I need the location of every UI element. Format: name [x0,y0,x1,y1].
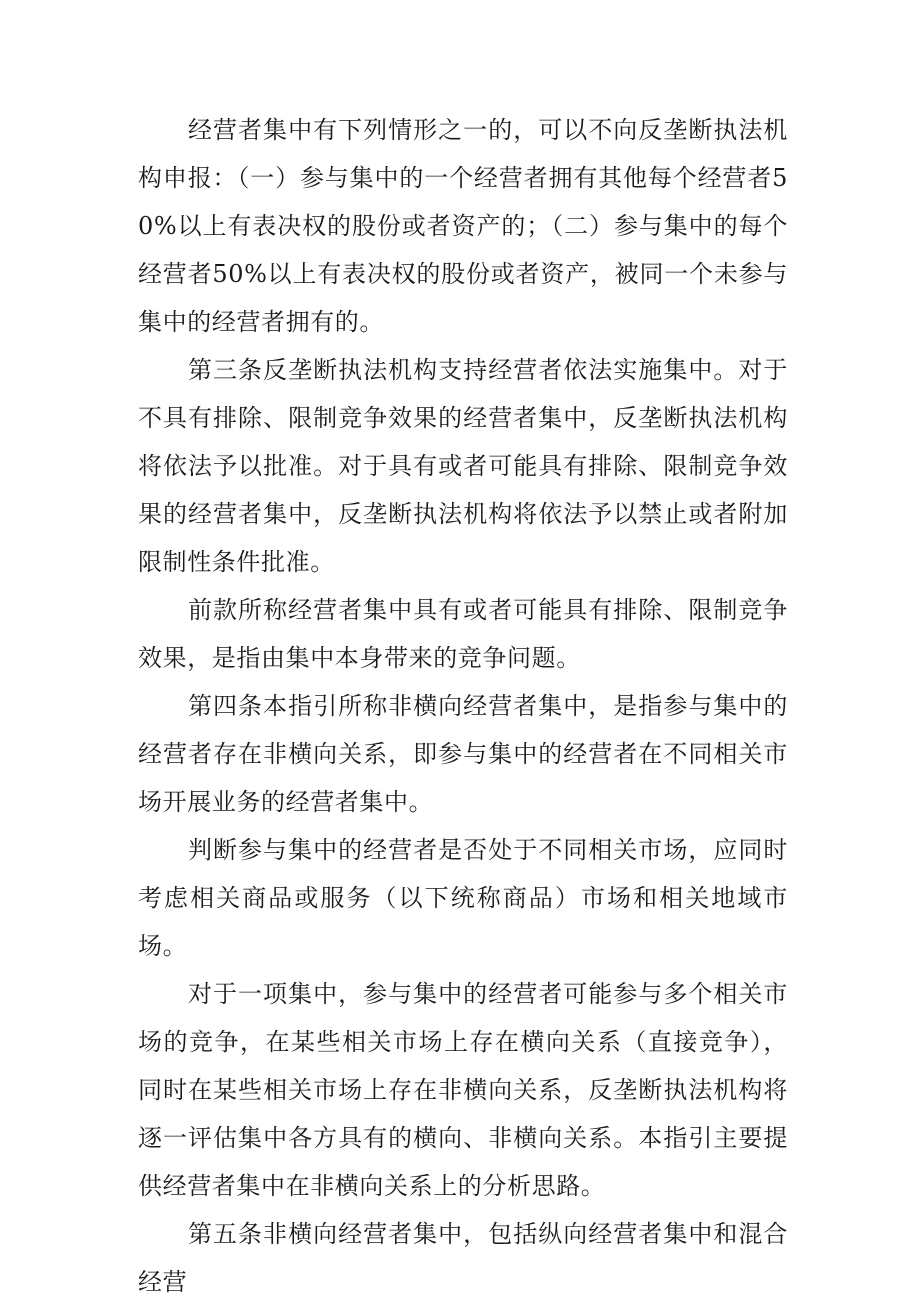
paragraph-article-3: 第三条反垄断执法机构支持经营者依法实施集中。对于不具有排除、限制竞争效果的经营者集中，反垄断执法机构将依法予以批准。对于具有或者可能具有排除、限制竞争效果的经营者集中，反垄断执法机构将依法予以禁止或者附加限制性条件批准。 [138,356,788,576]
paragraph-article-5: 第五条非横向经营者集中，包括纵向经营者集中和混合经营 [138,1220,788,1296]
paragraph-competition-effects: 前款所称经营者集中具有或者可能具有排除、限制竞争效果，是指由集中本身带来的竞争问题。 [138,596,788,672]
paragraph-article-4: 第四条本指引所称非横向经营者集中，是指参与集中的经营者存在非横向关系，即参与集中的经营者在不同相关市场开展业务的经营者集中。 [138,692,788,816]
document-body [138,106,788,1306]
paragraph-filing-exemption: 经营者集中有下列情形之一的，可以不向反垄断执法机构申报：（一）参与集中的一个经营者拥有其他每个经营者50%以上有表决权的股份或者资产的；（二）参与集中的每个经营者50%以上有表决权的股份或者资产，被同一个未参与集中的经营者拥有的。 [138,116,788,336]
paragraph-multiple-markets: 对于一项集中，参与集中的经营者可能参与多个相关市场的竞争，在某些相关市场上存在横向关系（直接竞争），同时在某些相关市场上存在非横向关系，反垄断执法机构将逐一评估集中各方具有的横向、非横向关系。本指引主要提供经营者集中在非横向关系上的分析思路。 [138,980,788,1200]
paragraph-relevant-market: 判断参与集中的经营者是否处于不同相关市场，应同时考虑相关商品或服务（以下统称商品）市场和相关地域市场。 [138,836,788,960]
